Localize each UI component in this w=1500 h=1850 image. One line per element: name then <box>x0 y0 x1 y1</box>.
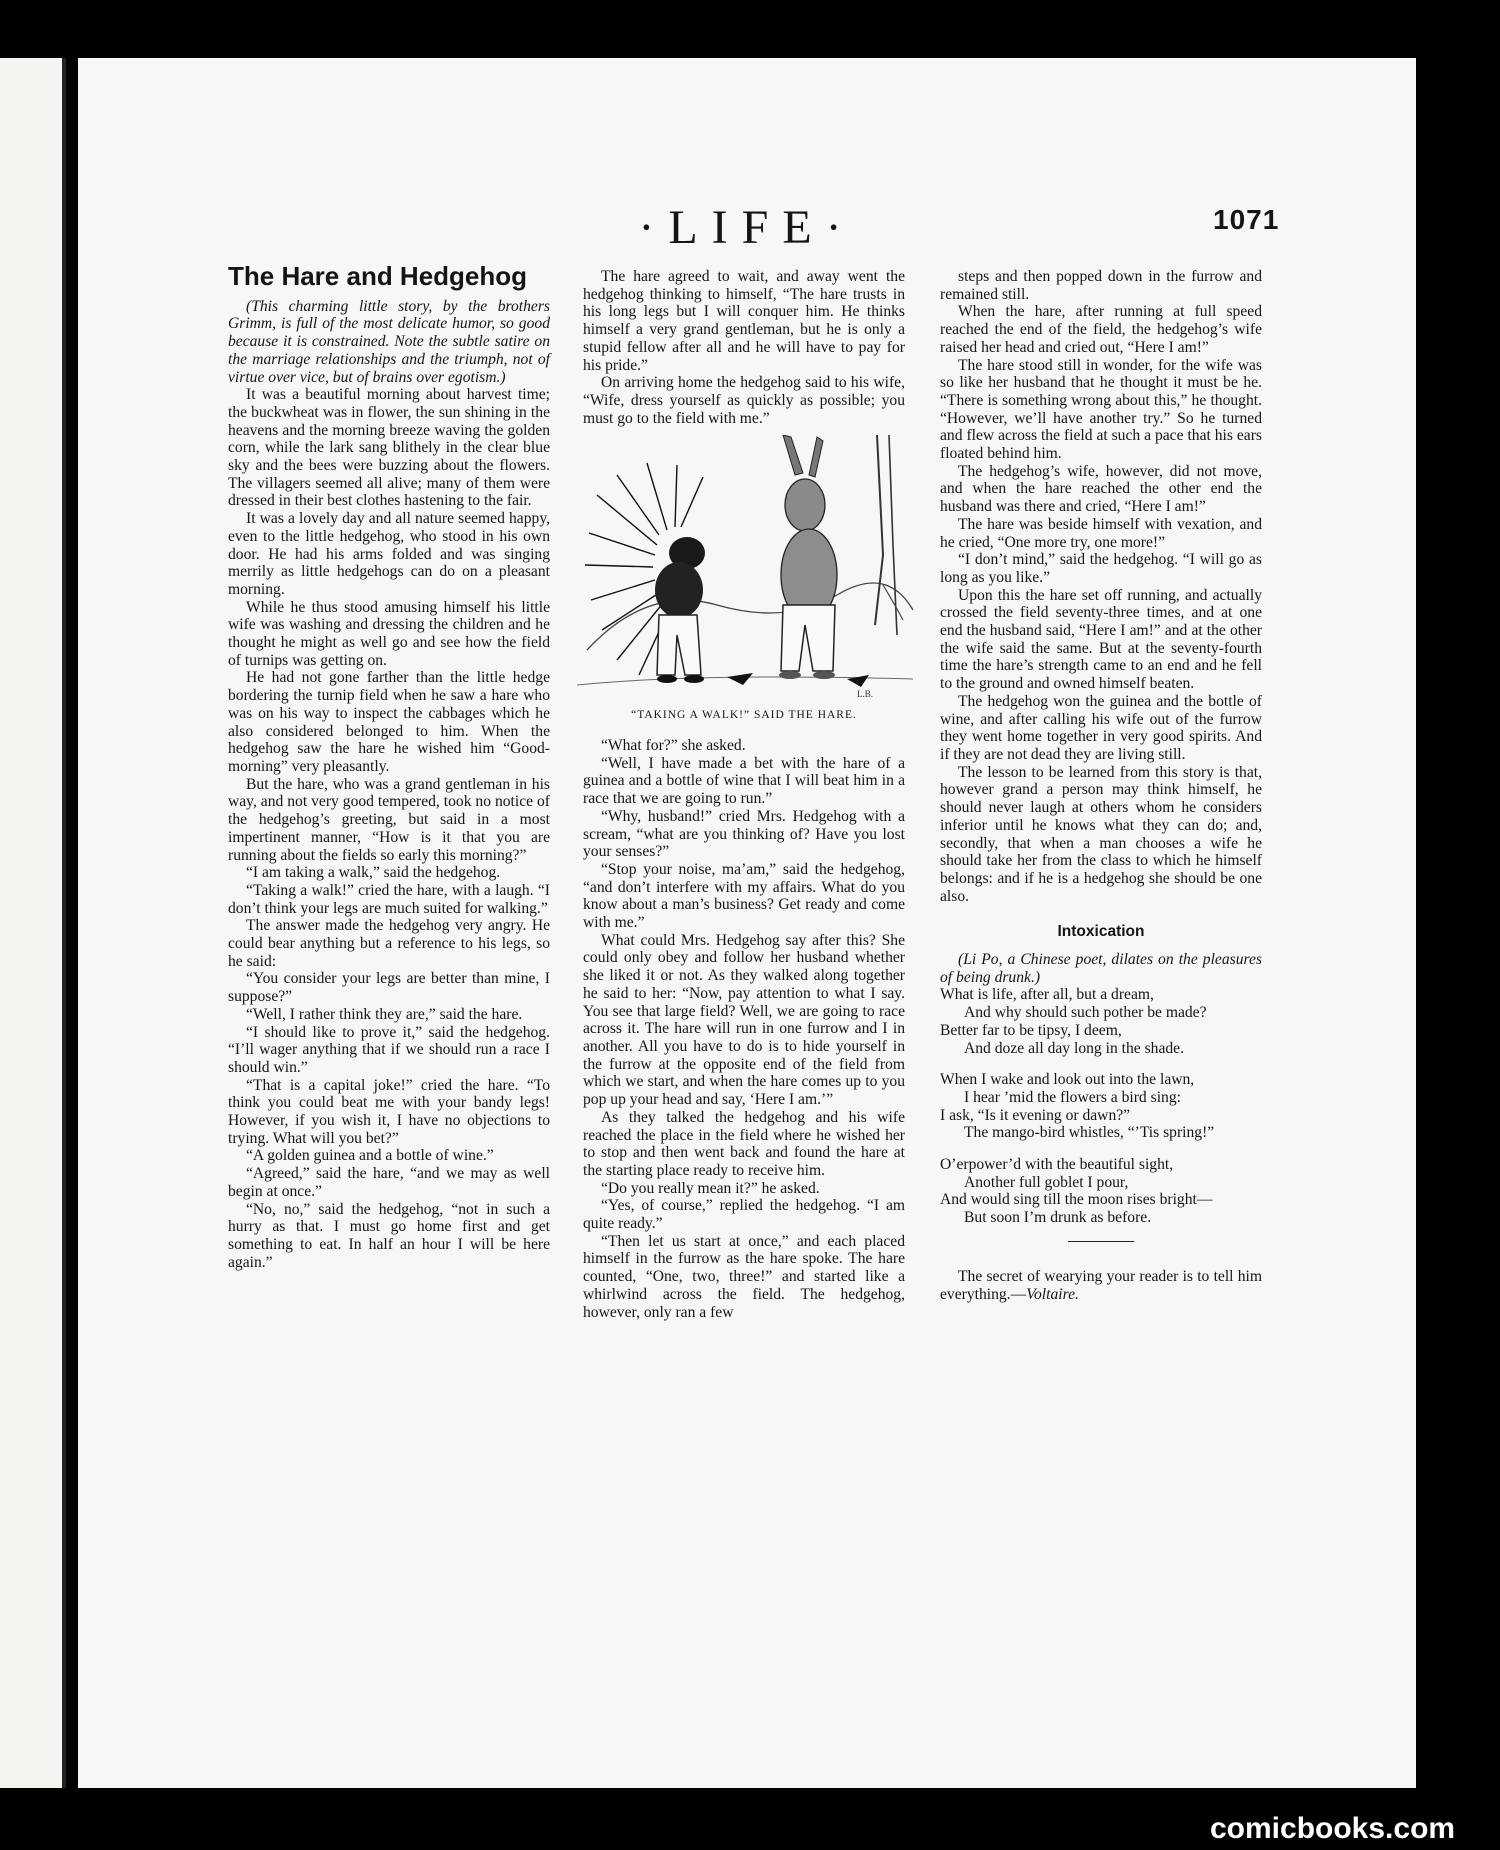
poem-line: The mango-bird whistles, “’Tis spring!” <box>964 1124 1215 1142</box>
poem-line: I ask, “Is it evening or dawn?” <box>940 1106 1131 1124</box>
poem-line: And would sing till the moon rises bright— <box>940 1191 1213 1209</box>
paragraph: steps and then popped down in the furrow and remained still. <box>940 268 1262 303</box>
poem-title: Intoxication <box>1057 923 1145 941</box>
paragraph: When the hare, after running at full speed reached the end of the field, the hedgehog’s wife raised her head and cried out, “Here I am!” <box>940 303 1262 356</box>
page-number: 1071 <box>1213 204 1280 235</box>
paragraph: Upon this the hare set off running, and actually crossed the field seventy-three times, and at one end the husband said, “Here I am!” and at the other the wife said the same. But at the seventy-fourth time the hare’s strength came to an end and he fell to the ground and owned himself beaten. <box>940 586 1262 693</box>
paragraph: “Then let us start at once,” and each placed himself in the furrow as the hare spoke. The hare counted, “One, two, three!” and started like a whirlwind across the field. The hedgehog, however, only ran a few <box>583 1232 905 1321</box>
story-title: The Hare and Hedgehog <box>228 261 528 291</box>
story-intro: (This charming little story, by the brothers Grimm, is full of the most delicate humor, so good because it is constrained. Note the subtle satire on the marriage relationships and the triumph, not of virtue over vice, but of brains over egotism.) <box>228 297 550 386</box>
paragraph: What could Mrs. Hedgehog say after this? She could only obey and follow her husband whether she liked it or not. As they walked along together he said to her: “Now, pay attention to what I say. You see that large field? Well, we are going to race across it. The hare will run in one furrow and I in another. All you have to do is to hide yourself in the furrow at the opposite end of the field from which we start, and when the hare comes up to you pop up your head and say, ‘Here I am.’” <box>583 931 905 1109</box>
poem-line: I hear ’mid the flowers a bird sing: <box>964 1088 1181 1106</box>
paragraph: “No, no,” said the hedgehog, “not in such a hurry as that. I must go home first and get something to eat. In half an hour I will be here again.” <box>228 1200 550 1271</box>
paragraph: “Well, I rather think they are,” said the hare. <box>246 1005 523 1023</box>
closing-quote <box>940 1268 1262 1303</box>
poem-line: When I wake and look out into the lawn, <box>940 1071 1195 1089</box>
paragraph: “I am taking a walk,” said the hedgehog. <box>246 864 501 882</box>
poem-line: Better far to be tipsy, I deem, <box>940 1021 1122 1039</box>
magazine-page <box>78 58 1416 1788</box>
paragraph: But the hare, who was a grand gentleman in his way, and not very good tempered, took no notice of the hedgehog’s greeting, but said in a most impertinent manner, “How is it that you are running about the fields so early this morning?” <box>228 775 550 864</box>
poem-line: Another full goblet I pour, <box>964 1173 1129 1191</box>
poem-line: O’erpower’d with the beautiful sight, <box>940 1156 1174 1174</box>
paragraph: “Taking a walk!” cried the hare, with a laugh. “I don’t think your legs are much suited for walking.” <box>228 881 550 917</box>
column-2 <box>583 268 905 1321</box>
paragraph: “Stop your noise, ma’am,” said the hedgehog, “and don’t interfere with my affairs. What do you know about a man’s business? Get ready and come with me.” <box>583 860 905 932</box>
poem-body <box>940 986 1262 1226</box>
divider-rule <box>1068 1241 1134 1242</box>
adjacent-page-edge <box>0 58 66 1788</box>
column-2-bottom <box>583 737 905 1321</box>
poem-stanza <box>940 1156 1262 1227</box>
paragraph: The hare was beside himself with vexation, and he cried, “One more try, one more!” <box>940 515 1262 551</box>
column-1-body <box>228 386 550 1271</box>
column-3 <box>940 268 1262 1303</box>
poem-line: What is life, after all, but a dream, <box>940 986 1154 1004</box>
paragraph: As they talked the hedgehog and his wife reached the place in the field where he wished her to stop and then went back and found the hare at the starting place ready to receive him. <box>583 1108 905 1179</box>
paragraph: “A golden guinea and a bottle of wine.” <box>246 1147 494 1165</box>
paragraph: The hedgehog’s wife, however, did not move, and when the hare reached the other end the husband was there and cried, “Here I am!” <box>940 462 1262 516</box>
illustration-caption: “TAKING A WALK!” SAID THE HARE. <box>631 709 857 722</box>
paragraph: On arriving home the hedgehog said to his wife, “Wife, dress yourself as quickly as possible; you must go to the field with me.” <box>583 374 905 427</box>
column-3-body <box>940 268 1262 905</box>
paragraph: It was a lovely day and all nature seemed happy, even to the little hedgehog, who stood in his own door. He had his arms folded and was singing merrily as little hedgehogs can do on a pleasant morning. <box>228 510 550 598</box>
paragraph: “Why, husband!” cried Mrs. Hedgehog with a scream, “what are you thinking of? Have you lost your senses?” <box>583 807 905 861</box>
poem-stanza <box>940 986 1262 1057</box>
paragraph: The answer made the hedgehog very angry. He could bear anything but a reference to his legs, so he said: <box>228 917 550 970</box>
poem-intro: (Li Po, a Chinese poet, dilates on the pleasures of being drunk.) <box>940 951 1262 986</box>
paragraph: “What for?” she asked. <box>601 737 746 755</box>
paragraph: While he thus stood amusing himself his little wife was washing and dressing the children and he thought he might as well go and see how the field of turnips was getting on. <box>228 598 550 669</box>
paragraph: The lesson to be learned from this story is that, however grand a person may think himself, he should never laugh at others whom he considers inferior until he knows what they can do; and, secondly, that when a man chooses a wife he should take her from the class to which he himself belongs: and if he is a hedgehog she should be one also. <box>940 763 1262 905</box>
paragraph: The hedgehog won the guinea and the bottle of wine, and after calling his wife out of the furrow they went home together in very good spirits. And if they are not dead they are living still. <box>940 692 1262 763</box>
illustration-drawing <box>577 435 913 703</box>
paragraph: “That is a capital joke!” cried the hare. “To think you could beat me with your bandy legs! However, if you wish it, I have no objections to trying. What will you bet?” <box>228 1076 550 1147</box>
paragraph: “I should like to prove it,” said the hedgehog. “I’ll wager anything that if we should run a race I should win.” <box>228 1023 550 1076</box>
poem-line: And why should such pother be made? <box>964 1004 1207 1022</box>
paragraph: “Well, I have made a bet with the hare of a guinea and a bottle of wine that I will beat him in a race that we are going to run.” <box>583 754 905 808</box>
paragraph: “Agreed,” said the hare, “and we may as well begin at once.” <box>228 1165 550 1200</box>
column-2-top <box>583 268 905 427</box>
paragraph: “Yes, of course,” replied the hedgehog. “I am quite ready.” <box>583 1197 905 1233</box>
svg-text:L.B.: L.B. <box>857 689 874 700</box>
watermark: comicbooks.com <box>1210 1812 1456 1845</box>
poem-line: And doze all day long in the shade. <box>964 1039 1184 1057</box>
paragraph: “Do you really mean it?” he asked. <box>601 1179 820 1197</box>
paragraph: The hare agreed to wait, and away went the hedgehog thinking to himself, “The hare trusts in his long legs but I will conquer him. He thinks himself a very grand gentleman, but he is only a stupid fellow after all and he will have to pay for his pride.” <box>583 268 905 374</box>
poem-stanza <box>940 1071 1262 1142</box>
paragraph: It was a beautiful morning about harvest time; the buckwheat was in flower, the sun shining in the heavens and the morning breeze waving the golden corn, while the lark sang blithely in the clear blue sky and the bees were buzzing about the flowers. The villagers seemed all alive; many of them were dressed in their best clothes hastening to the fair. <box>228 386 550 510</box>
illustration-hedgehog-and-hare <box>577 435 913 703</box>
paragraph: “You consider your legs are better than mine, I suppose?” <box>228 970 550 1006</box>
paragraph: The hare stood still in wonder, for the wife was so like her husband that he thought it must be he. “There is something wrong about this,” he thought. “However, we’ll have another try.” So he turned and flew across the field at such a pace that his ears floated behind him. <box>940 356 1262 463</box>
masthead: ·LIFE· <box>638 201 856 254</box>
paragraph: He had not gone farther than the little hedge bordering the turnip field when he saw a hare who was on his way to inspect the cabbages which he also considered belonged to him. When the hedgehog saw the hare he wished him “Good-morning” very pleasantly. <box>228 669 550 775</box>
column-1 <box>228 261 550 1271</box>
quote-text: The secret of wearying your reader is to tell him everything.— <box>940 1267 1262 1303</box>
paragraph: “I don’t mind,” said the hedgehog. “I will go as long as you like.” <box>940 551 1262 586</box>
quote-author: Voltaire. <box>1026 1285 1079 1303</box>
poem-line: But soon I’m drunk as before. <box>964 1209 1152 1227</box>
